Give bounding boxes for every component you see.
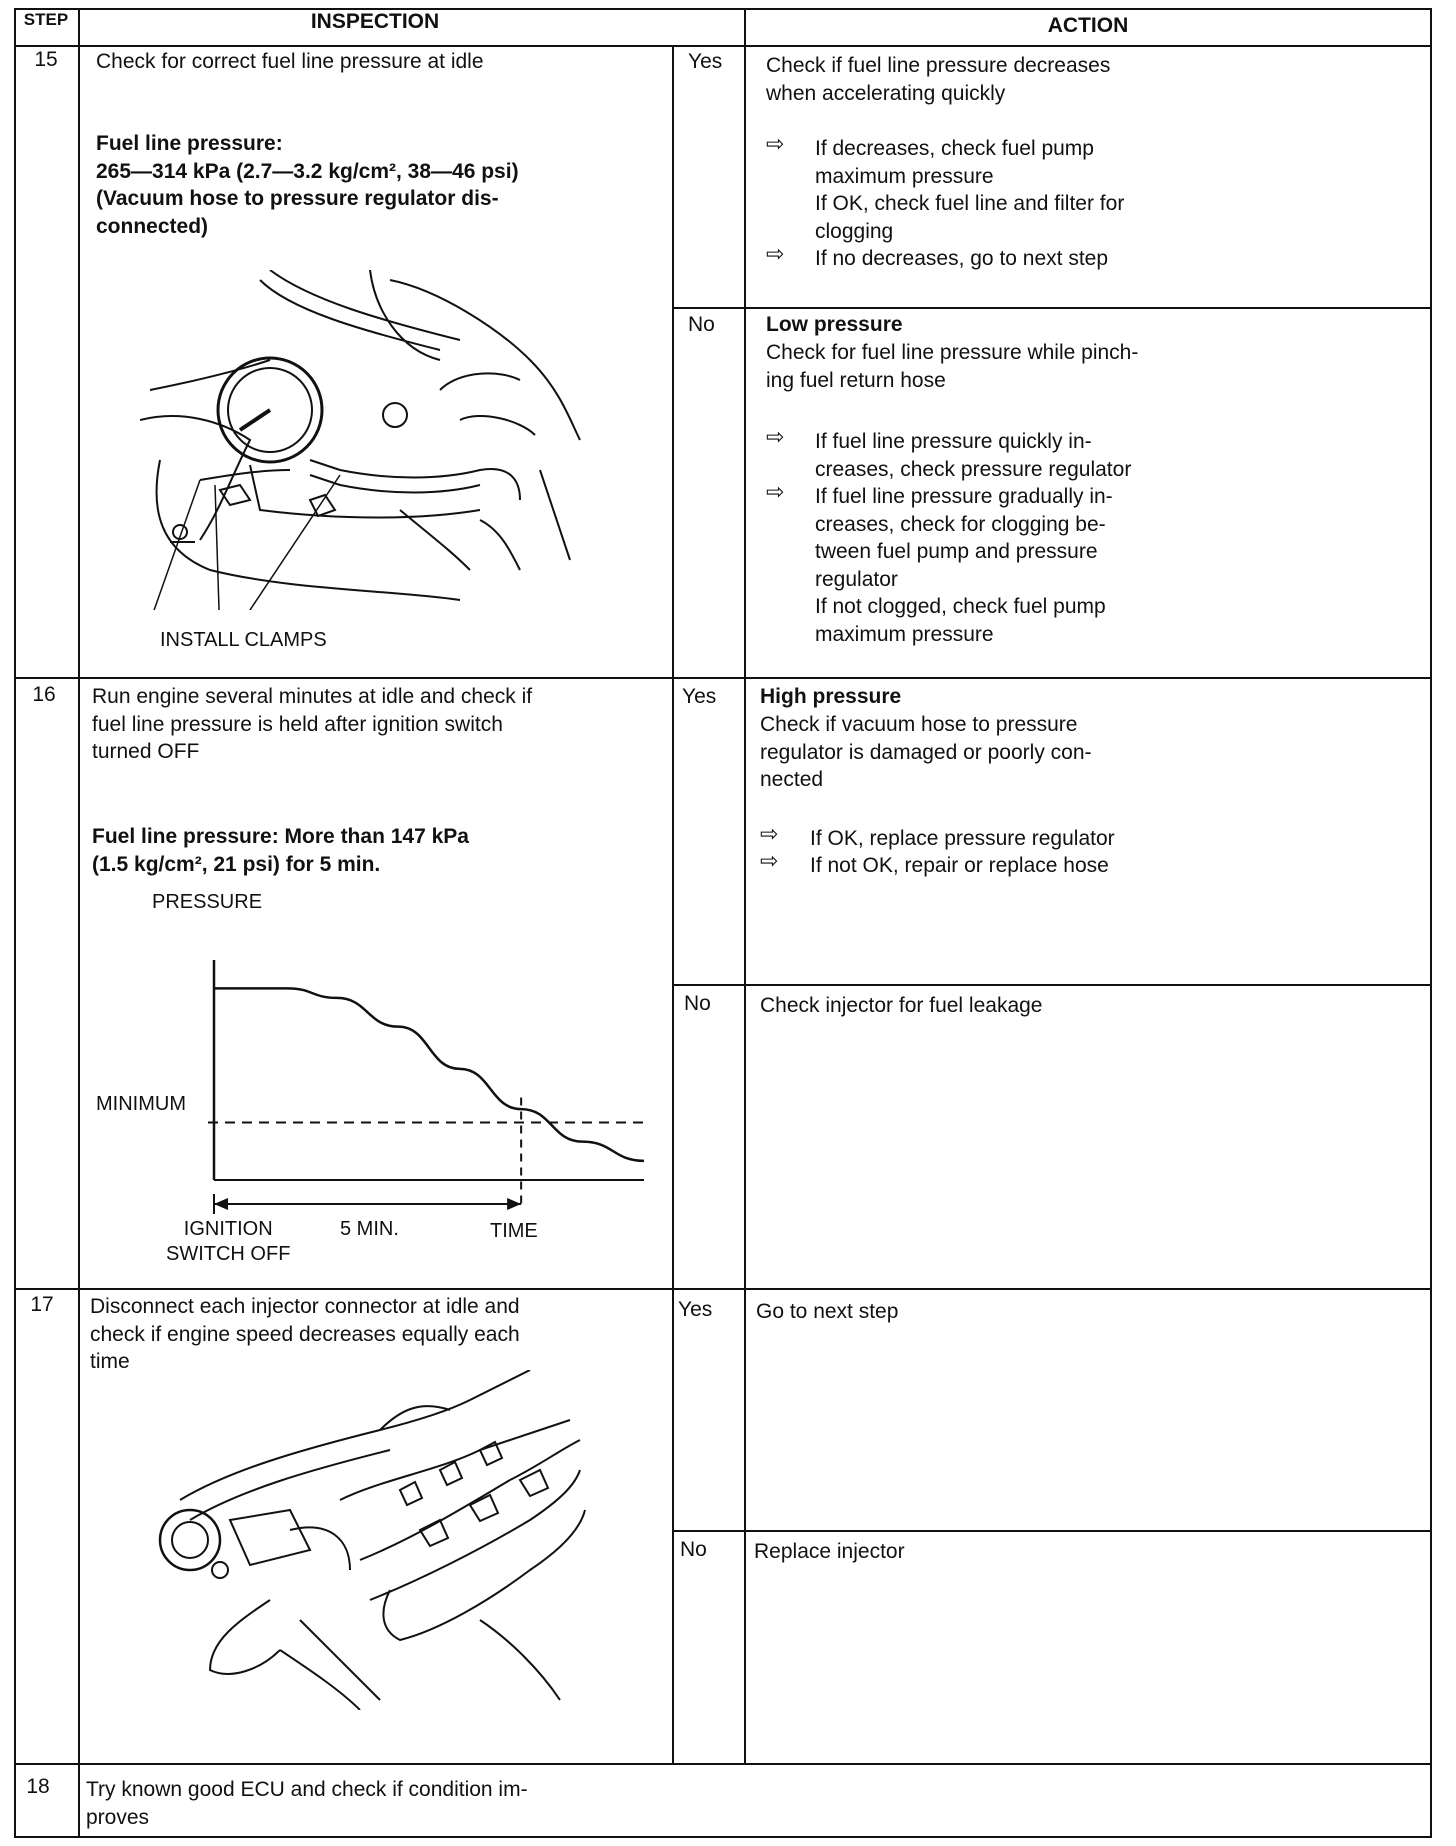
row-line-18 <box>14 1763 1432 1765</box>
answer-no: No <box>680 1538 707 1561</box>
row-line-16-split <box>672 984 1432 986</box>
chart-interval-arrowtail <box>214 1198 228 1210</box>
step-number: 15 <box>34 48 58 71</box>
chart-interval-label: 5 MIN. <box>340 1218 399 1240</box>
step-number: 16 <box>32 683 56 706</box>
action-text: Check injector for fuel leakage <box>760 994 1043 1017</box>
action-bullet: If fuel line pressure gradually in- creases, check for clogging be- tween fuel pump and pressure regulator If not clogged, check fuel pump maximum pressure <box>815 485 1113 646</box>
action-title: Low pressure <box>766 313 903 336</box>
step-number: 18 <box>26 1775 50 1798</box>
arrow-icon: ⇨ <box>766 424 785 449</box>
answer-yes: Yes <box>688 50 723 73</box>
action-bullet: If not OK, repair or replace hose <box>810 854 1109 877</box>
action-bullet: If no decreases, go to next step <box>815 247 1109 270</box>
row-line-17-split <box>672 1530 1432 1532</box>
chart-minimum-label: MINIMUM <box>96 1093 186 1115</box>
row-line-15-split <box>672 307 1432 309</box>
action-bullet: If fuel line pressure quickly in- creases, check pressure regulator <box>815 430 1132 481</box>
col-line-answer <box>672 45 674 1763</box>
inspection-spec: Fuel line pressure: More than 147 kPa (1.5 kg/cm², 21 psi) for 5 min. <box>92 825 469 876</box>
answer-yes: Yes <box>682 685 717 708</box>
arrow-icon: ⇨ <box>760 821 779 846</box>
action-bullet: If decreases, check fuel pump maximum pressure If OK, check fuel line and filter for clogging <box>815 137 1125 243</box>
figure-label: INSTALL CLAMPS <box>160 629 327 651</box>
inspection-text: Try known good ECU and check if condition im- proves <box>86 1778 528 1829</box>
row-line-header <box>14 45 1432 47</box>
step-number: 17 <box>30 1293 54 1316</box>
inspection-spec: Fuel line pressure: 265—314 kPa (2.7—3.2 kg/cm², 38—46 psi) (Vacuum hose to pressure regulator dis- connected) <box>96 132 519 238</box>
inspection-text: Disconnect each injector connector at idle and check if engine speed decreases equally each time <box>90 1295 520 1373</box>
chart-interval-arrowhead <box>507 1198 521 1210</box>
chart-ylabel: PRESSURE <box>152 891 263 913</box>
action-text: Check if fuel line pressure decreases when accelerating quickly <box>766 54 1111 105</box>
injector-connector-illustration <box>150 1370 590 1710</box>
action-bullet: If OK, replace pressure regulator <box>810 827 1115 850</box>
header-inspection: INSPECTION <box>310 10 440 33</box>
inspection-text: Run engine several minutes at idle and check if fuel line pressure is held after ignition switch turned OFF <box>92 685 533 763</box>
answer-no: No <box>688 313 715 336</box>
col-line-action <box>744 8 746 1763</box>
inspection-text: Check for correct fuel line pressure at idle <box>96 50 484 73</box>
answer-no: No <box>684 992 711 1015</box>
header-action: ACTION <box>1047 14 1129 37</box>
fuel-pressure-gauge-illustration <box>140 270 590 610</box>
arrow-icon: ⇨ <box>760 848 779 873</box>
header-step: STEP <box>23 10 69 29</box>
row-line-17 <box>14 1288 1432 1290</box>
action-text: Replace injector <box>754 1540 905 1563</box>
arrow-icon: ⇨ <box>766 131 785 156</box>
answer-yes: Yes <box>678 1298 713 1321</box>
action-text: Check if vacuum hose to pressure regulator is damaged or poorly con- nected <box>760 713 1092 791</box>
arrow-icon: ⇨ <box>766 479 785 504</box>
chart-pressure-curve <box>214 988 644 1161</box>
action-text: Check for fuel line pressure while pinch- ing fuel return hose <box>766 341 1139 392</box>
action-title: High pressure <box>760 685 902 708</box>
arrow-icon: ⇨ <box>766 241 785 266</box>
row-line-16 <box>14 677 1432 679</box>
action-text: Go to next step <box>756 1300 899 1323</box>
chart-xlabel: TIME <box>490 1220 538 1242</box>
col-line-step <box>78 8 80 1838</box>
chart-ignition-label: IGNITION SWITCH OFF <box>166 1218 291 1265</box>
